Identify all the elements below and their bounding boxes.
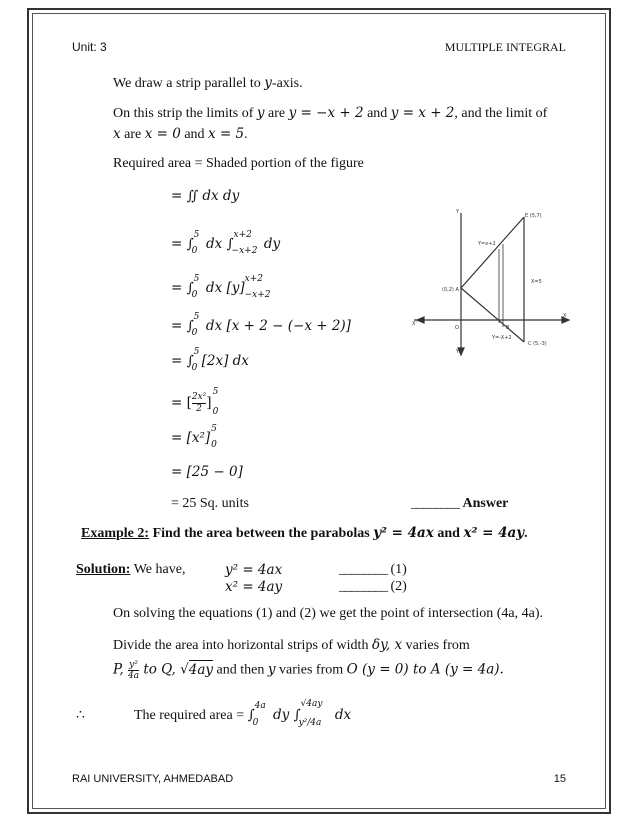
- fig-label-ynx2: Y=-X+2: [492, 335, 512, 341]
- footer-university: RAI UNIVERSITY, AHMEDABAD: [72, 773, 234, 785]
- step-3: = ∫ 5 0 dx [y] x+2 −x+2: [171, 274, 271, 300]
- line-strip: We draw a strip parallel to y-axis.: [113, 75, 303, 91]
- solution-tag2: ________ (2): [339, 579, 407, 594]
- fig-label-yx2: Y=x+2: [478, 241, 496, 247]
- fig-label-y: Y: [456, 209, 460, 215]
- fig-label-a: (0,2) A: [442, 287, 459, 293]
- solution-tag1: ________ (1): [339, 562, 407, 577]
- footer-page-number: 15: [553, 773, 566, 785]
- fig-label-x-neg: X': [412, 321, 417, 327]
- solution-eq2: x² = 4ay: [225, 579, 283, 595]
- line-x-limits: x are x = 0 and x = 5.: [113, 126, 248, 142]
- fig-label-y-neg: Y': [456, 349, 461, 355]
- step-8: = [25 − 0]: [171, 464, 243, 480]
- fig-label-o: O: [455, 325, 459, 331]
- step-7: = [x²] 5 0: [171, 424, 217, 450]
- line-y-neg-x-plus-2: [461, 288, 524, 342]
- fig-label-x5: X=5: [531, 279, 542, 285]
- example-heading: Example 2: Find the area between the parabolas y² = 4ax and x² = 4ay.: [81, 525, 528, 541]
- therefore-symbol: ∴: [76, 708, 85, 723]
- area-figure: [404, 205, 574, 365]
- header-unit: Unit: 3: [72, 40, 107, 54]
- line-limits: On this strip the limits of y are y = −x + 2 and y = x + 2, and the limit of: [113, 105, 548, 121]
- answer-line: ________ Answer: [411, 496, 509, 511]
- line-y-x-plus-2: [461, 217, 524, 288]
- divide-line: Divide the area into horizontal strips of width δy, x varies from: [113, 637, 470, 653]
- x-arrow-left: [417, 317, 424, 323]
- step-9: = 25 Sq. units: [171, 496, 249, 511]
- fig-label-b: B: [506, 325, 510, 331]
- fig-label-e: E (5,7): [525, 213, 542, 219]
- fig-label-c: C (5,-3): [528, 341, 547, 347]
- solution-line: Solution: We have,: [76, 562, 186, 577]
- solve-line: On solving the equations (1) and (2) we get the point of intersection (4a, 4a).: [113, 606, 543, 621]
- step-5: = ∫ 5 0 [2x] dx: [171, 347, 249, 373]
- step-1: = ∬ dx dy: [171, 188, 240, 204]
- solution-eq1: y² = 4ax: [225, 562, 283, 578]
- header-chapter: MULTIPLE INTEGRAL: [444, 40, 566, 54]
- fig-label-x-pos: X: [563, 313, 567, 319]
- line-required-area: Required area = Shaded portion of the figure: [113, 156, 364, 171]
- range-line: P, $\frac{\text{y²}}{4a}$ to Q, √4ay and then y varies from O (y = 0) to A (y = 4a).: [113, 660, 504, 681]
- step-4: = ∫ 5 0 dx [x + 2 − (−x + 2)]: [171, 312, 351, 338]
- step-2: = ∫ 5 0 dx ∫ x+2 −x+2 dy: [171, 230, 281, 256]
- required-area-line: The required area = ∫ 4a 0 dy ∫ √4ay y²/4a dx: [134, 699, 352, 728]
- step-6: = [ $\frac{\text{2x²}}{2}$ ] 5 0: [171, 387, 219, 417]
